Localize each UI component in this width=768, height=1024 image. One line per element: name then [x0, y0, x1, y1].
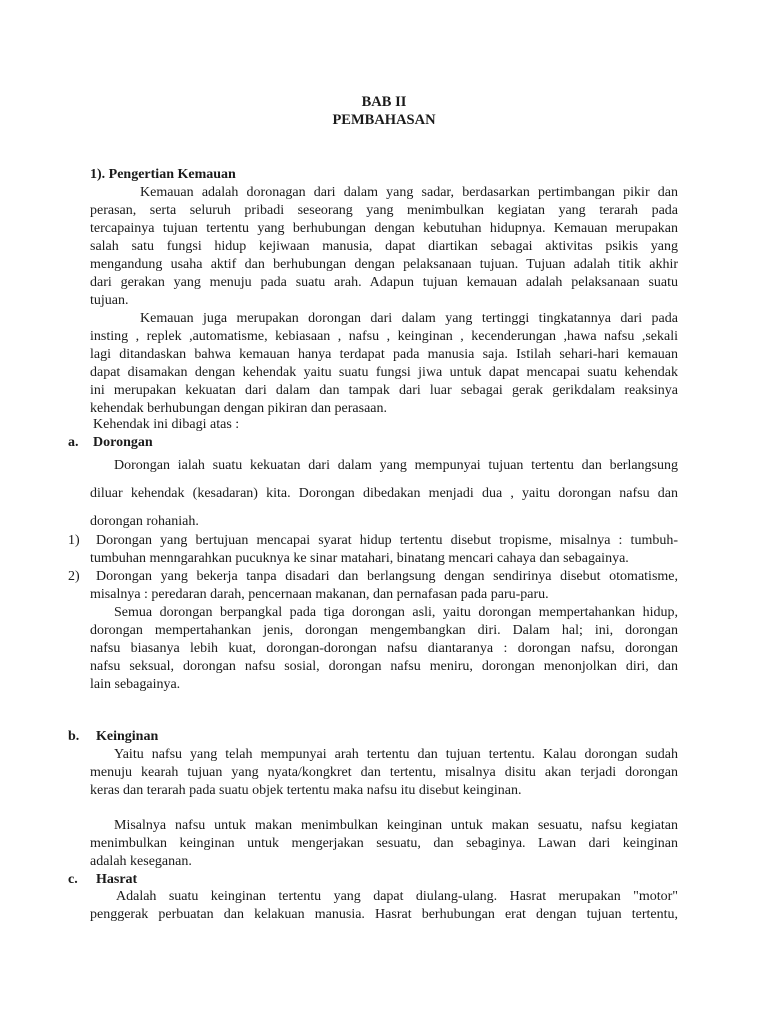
section-heading-pengertian: 1). Pengertian Kemauan	[90, 167, 236, 182]
text-line: tujuan.	[90, 293, 129, 308]
text-line: lain sebagainya.	[90, 677, 181, 692]
text-line: mengandung usaha aktif dan berhubungan dengan pelaksanaan tujuan. Tujuan adalah titik akhir	[90, 257, 678, 272]
chapter-title: BAB II	[361, 94, 407, 110]
text-line: lagi ditandaskan bahwa kemauan hanya terdapat pada manusia saja. Istilah sehari-hari kemauan	[90, 347, 678, 362]
section-marker-b: b.	[68, 729, 80, 744]
paragraph-dorongan-asli	[90, 604, 678, 694]
divided-intro: Kehendak ini dibagi atas :	[93, 417, 240, 432]
paragraph-dorongan	[90, 452, 678, 536]
paragraph-definition	[90, 184, 678, 310]
section-marker-c: c.	[68, 872, 78, 887]
text-line: misalnya : peredaran darah, pencernaan makanan, dan pernafasan pada paru-paru.	[90, 587, 549, 602]
text-line: nafsu biasanya lebih kuat, dorongan-dorongan nafsu diantaranya : dorongan nafsu, dorongan	[90, 641, 678, 656]
text-line: dorongan rohaniah.	[90, 514, 199, 529]
text-line: Kemauan juga merupakan dorongan dari dalam yang tertinggi tingkatannya dari pada	[140, 311, 678, 326]
text-line: Yaitu nafsu yang telah mempunyai arah tertentu dan tujuan tertentu. Kalau dorongan sudah	[114, 747, 678, 762]
section-heading-keinginan: Keinginan	[96, 729, 159, 744]
text-line: Dorongan ialah suatu kekuatan dari dalam yang mempunyai tujuan tertentu dan berlangsung	[114, 458, 678, 473]
text-line: Dorongan yang bekerja tanpa disadari dan berlangsung dengan sendirinya disebut otomatisme,	[96, 569, 678, 584]
list-item-tropisme	[90, 532, 678, 568]
list-marker-2: 2)	[68, 569, 80, 584]
text-line: Kemauan adalah doronagan dari dalam yang sadar, berdasarkan pertimbangan pikir dan	[140, 185, 678, 200]
paragraph-kemauan	[90, 310, 678, 418]
text-line: insting , replek ,automatisme, kebiasaan , nafsu , keinginan , kecenderungan ,hawa nafsu ,sekali	[90, 329, 678, 344]
text-line: Misalnya nafsu untuk makan menimbulkan keinginan untuk makan sesuatu, nafsu kegiatan	[114, 818, 678, 833]
section-heading-dorongan: Dorongan	[93, 435, 153, 450]
paragraph-hasrat	[90, 888, 678, 924]
text-line: dorongan mempertahankan jenis, dorongan mengembangkan diri. Dalam hal; ini, dorongan	[90, 623, 678, 638]
section-heading-hasrat: Hasrat	[96, 872, 138, 887]
text-line: salah satu fungsi hidup kejiwaan manusia, dapat diartikan sebagai aktivitas psikis yang	[90, 239, 678, 254]
text-line: dari gerakan yang menuju pada suatu arah. Adapun tujuan kemauan adalah pelaksanaan suatu	[90, 275, 678, 290]
text-line: kehendak berhubungan dengan pikiran dan perasaan.	[90, 401, 387, 416]
paragraph-keinginan	[90, 746, 678, 800]
text-line: dapat disamakan dengan kehendak yaitu suatu fungsi jiwa untuk dapat mencapai suatu kehendak	[90, 365, 678, 380]
text-line: Adalah suatu keinginan tertentu yang dapat diulang-ulang. Hasrat merupakan "motor"	[116, 889, 678, 904]
list-marker-1: 1)	[68, 533, 80, 548]
list-item-otomatisme	[90, 568, 678, 604]
text-line: Semua dorongan berpangkal pada tiga dorongan asli, yaitu dorongan mempertahankan hidup,	[114, 605, 678, 620]
section-marker-a: a.	[68, 435, 79, 450]
text-line: adalah keseganan.	[90, 854, 192, 869]
text-line: menimbulkan keinginan untuk mengerjakan sesuatu, dan sebaginya. Lawan dari keinginan	[90, 836, 678, 851]
chapter-heading: PEMBAHASAN	[332, 112, 436, 128]
text-line: penggerak perbuatan dan kelakuan manusia. Hasrat berhubungan erat dengan tujuan tertentu,	[90, 907, 678, 922]
text-line: perasan, serta seluruh pribadi seseorang yang menimbulkan kegiatan yang terarah pada	[90, 203, 678, 218]
text-line: Dorongan yang bertujuan mencapai syarat hidup tertentu disebut tropisme, misalnya : tumbuh-	[96, 533, 678, 548]
text-line: menuju kearah tujuan yang nyata/kongkret dan tertentu, misalnya disitu akan terjadi dorongan	[90, 765, 678, 780]
text-line: keras dan terarah pada suatu objek tertentu maka nafsu itu disebut keinginan.	[90, 783, 522, 798]
text-line: nafsu seksual, dorongan nafsu sosial, dorongan nafsu meniru, dorongan menonjolkan diri, dan	[90, 659, 678, 674]
text-line: diluar kehendak (kesadaran) kita. Dorongan dibedakan menjadi dua , yaitu dorongan nafsu dan	[90, 486, 678, 501]
text-line: tercapainya tujuan tertentu yang berhubungan dengan kebutuhan hidupnya. Kemauan merupakan	[90, 221, 678, 236]
paragraph-misalnya	[90, 817, 678, 871]
text-line: ini merupakan kekuatan dari dalam dan tampak dari luar sebagai gerak gerikdalam reaksinya	[90, 383, 678, 398]
text-line: tumbuhan menngarahkan pucuknya ke sinar matahari, binatang mencari cahaya dan sebagainya.	[90, 551, 629, 566]
